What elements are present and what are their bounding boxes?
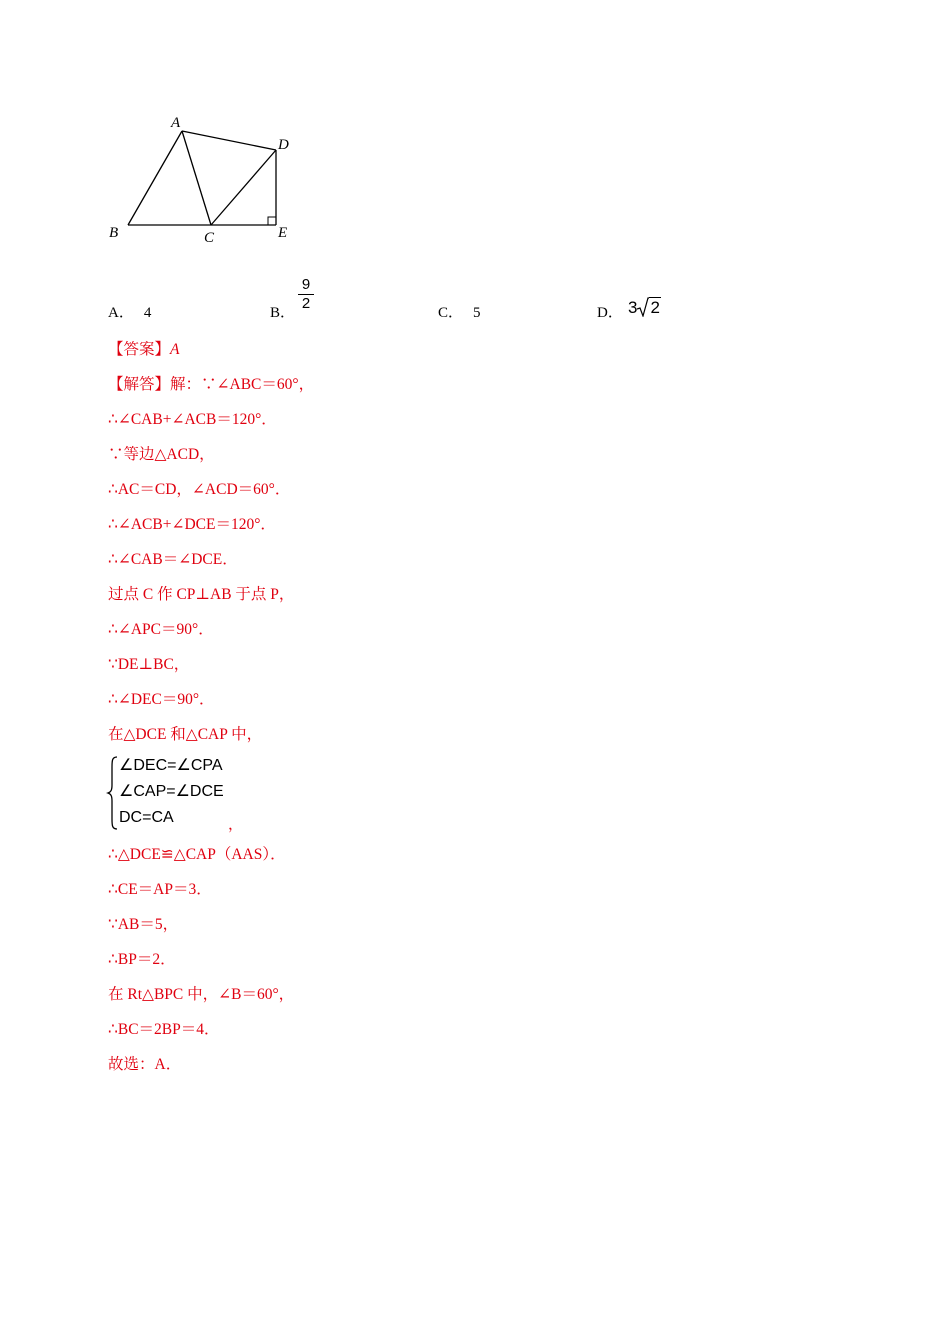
- solution-line: ∵AB＝5，: [108, 916, 179, 933]
- choice-b-fraction: [298, 277, 314, 312]
- solution-line: ∴BP＝2．: [108, 951, 176, 968]
- solution-line: 过点 C 作 CP⊥AB 于点 P，: [108, 586, 295, 603]
- sqrt-icon: [637, 297, 649, 317]
- solution-line: ∴∠DEC＝90°．: [108, 691, 215, 708]
- right-angle-mark: [268, 217, 276, 225]
- solution-line: ∴AC＝CD，∠ACD＝60°．: [108, 481, 291, 498]
- choice-c: [438, 304, 481, 322]
- solution-line: ∵DE⊥BC，: [108, 656, 190, 673]
- choice-a-letter: A．: [108, 305, 134, 321]
- solution-line: ∴∠CAB+∠ACB＝120°．: [108, 411, 277, 428]
- answer-tag: 【答案】: [108, 341, 171, 358]
- label-c: C: [204, 230, 215, 246]
- system-line: ∠DEC=∠CPA: [119, 757, 223, 774]
- solution-line: ∴∠CAB＝∠DCE．: [108, 551, 238, 568]
- fraction-denominator: 2: [301, 295, 311, 312]
- radical-radicand: 2: [650, 298, 660, 317]
- label-d: D: [278, 137, 289, 153]
- segment-ad: [182, 131, 276, 150]
- solution-line: 在△DCE 和△CAP 中，: [108, 726, 263, 743]
- segment-cd: [211, 150, 276, 225]
- analysis-line-0: [108, 375, 314, 395]
- analysis-tag: 【解答】: [108, 376, 171, 393]
- label-b: B: [109, 225, 119, 241]
- choice-d-radical: [628, 297, 661, 318]
- choice-c-letter: C．: [438, 305, 464, 321]
- solution-line: 在 Rt△BPC 中，∠B＝60°，: [108, 986, 295, 1003]
- choice-a: [108, 304, 151, 322]
- triangle-diagram: [100, 105, 310, 255]
- segment-ab: [128, 131, 182, 225]
- geometry-figure: [100, 105, 310, 255]
- choice-b-letter: B．: [270, 305, 296, 321]
- radical-coefficient: 3: [628, 298, 638, 317]
- solution-line: ∴CE＝AP＝3．: [108, 881, 212, 898]
- solution-line: ∴∠APC＝90°．: [108, 621, 214, 638]
- system-comma: ，: [228, 817, 244, 833]
- choice-d-letter: D．: [597, 305, 623, 321]
- solution-line: 解：∵∠ABC＝60°，: [170, 376, 315, 393]
- label-a: A: [171, 115, 181, 131]
- solution-line: ∴∠ACB+∠DCE＝120°．: [108, 516, 276, 533]
- segment-ac: [182, 131, 211, 225]
- left-brace-icon: [106, 755, 120, 831]
- system-line: DC=CA: [119, 809, 174, 826]
- system-line: ∠CAP=∠DCE: [119, 783, 224, 800]
- solution-line: ∴△DCE≌△CAP（AAS）．: [108, 846, 286, 863]
- choice-a-value: 4: [143, 305, 152, 321]
- answer-line: [108, 340, 179, 360]
- solution-line: ∴BC＝2BP＝4．: [108, 1021, 220, 1038]
- solution-line: 故选：A．: [108, 1056, 182, 1073]
- label-e: E: [278, 225, 288, 241]
- solution-line: ∵等边△ACD，: [108, 446, 215, 463]
- fraction-numerator: 9: [301, 276, 311, 293]
- choice-c-value: 5: [473, 305, 481, 321]
- answer-value: A: [170, 341, 180, 358]
